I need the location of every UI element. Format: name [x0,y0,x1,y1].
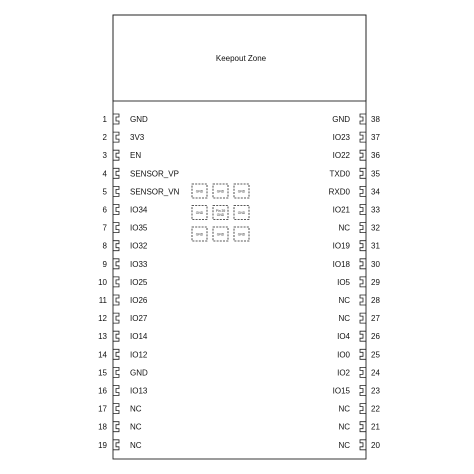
left-pin [103,114,148,124]
pin-pad-outline [113,223,119,233]
pin-pad-outline [113,422,119,432]
left-pin [98,404,142,414]
pin-number: 22 [371,404,380,414]
pin-number: 14 [98,350,107,360]
pin-pad-outline [360,313,366,323]
pin-label: NC [130,404,142,414]
pin-label: IO2 [337,368,350,378]
right-pin [338,295,380,305]
ground-pad [234,184,249,198]
right-pin [337,331,380,341]
pin-label: NC [338,314,350,324]
pin-label: IO18 [332,259,350,269]
pin-number: 35 [371,169,380,179]
ground-pad-label: GND [195,232,204,237]
ground-pad-label: GND [216,232,225,237]
pin-label: IO15 [332,386,350,396]
left-pin [98,277,148,287]
pin-label: NC [130,422,142,432]
pin-pad-outline [113,186,119,196]
module-outline [113,15,366,459]
pin-label: IO33 [130,259,148,269]
pin-pad-outline [360,349,366,359]
right-pin [333,386,381,396]
pin-number: 24 [371,368,380,378]
pin-label: 3V3 [130,133,145,143]
pin-pad-outline [113,349,119,359]
pin-label: IO34 [130,205,148,215]
pin-number: 32 [371,223,380,233]
left-pin [98,367,148,377]
pin-label: NC [130,440,142,450]
pin-pad-outline [360,114,366,124]
pin-pad-outline [360,422,366,432]
right-pin [337,367,380,377]
pin-pad-outline [113,404,119,414]
left-pin [103,150,142,160]
right-pin [338,404,380,414]
pin-pad-outline [360,223,366,233]
pin-pad-outline [113,259,119,269]
pin-label: NC [338,422,350,432]
pin-label: GND [130,115,148,124]
pin-pad-outline [113,205,119,215]
pin-pad-outline [113,386,119,396]
pin-label: IO26 [130,296,148,305]
pin-number: 20 [371,440,380,450]
pin-pad-outline [360,241,366,251]
center-ground-pads [192,184,249,241]
pin-number: 11 [98,296,107,305]
left-pin [99,295,148,305]
pin-label: NC [338,404,350,414]
pin-pad-outline [360,186,366,196]
right-pin [333,259,381,269]
pin-label: SENSOR_VN [130,187,180,197]
pin-pad-outline [360,331,366,341]
pin-number: 9 [102,259,107,269]
pin-number: 18 [98,422,107,432]
ground-pad [192,184,207,198]
pin-number: 34 [371,187,380,197]
ground-pad [234,206,249,220]
pin-number: 19 [98,440,107,450]
left-pin [98,331,148,341]
pin-number: 15 [98,368,107,378]
pin-label: NC [338,223,350,233]
right-pin [338,422,380,432]
pin-pad-outline [113,295,119,305]
pin-number: 23 [371,386,380,396]
left-pin [103,223,148,233]
right-pin [333,205,381,215]
pin-number: 36 [371,151,380,161]
pin-number: 33 [371,205,380,215]
pin-pad-outline [360,168,366,178]
pin-number: 25 [371,350,380,360]
left-pin [103,241,148,251]
pin-label: IO14 [130,332,148,342]
pin-label: IO22 [332,151,350,161]
pin-number: 5 [102,187,107,197]
ground-pad-label: GND [216,189,225,194]
pin-number: 7 [102,223,107,233]
right-pin [329,186,381,196]
pin-pad-outline [360,277,366,287]
pin-pad-outline [113,331,119,341]
ground-pad-label: GND [195,189,204,194]
right-pin [337,277,380,287]
ground-pad-label: GND [237,232,246,237]
pin-label: IO4 [337,332,350,342]
pin-pad-outline [360,440,366,450]
ground-pad-label: Pin 39 GND [215,209,226,217]
pin-label: GND [130,368,148,378]
pin-number: 12 [98,314,107,324]
left-pin-column [98,114,179,450]
pin-number: 16 [98,386,107,396]
left-pin [103,168,179,178]
pin-pad-outline [360,205,366,215]
pin-label: TXD0 [329,169,350,179]
pin-pad-outline [113,150,119,160]
pin-pad-outline [113,132,119,142]
left-pin [103,259,148,269]
right-pin [330,168,381,178]
left-pin [103,186,180,196]
keepout-zone-label: Keepout Zone [215,54,267,63]
right-pin [333,132,381,142]
pin-pad-outline [360,259,366,269]
pin-number: 27 [371,314,380,324]
pin-label: IO13 [130,386,148,396]
right-pin [338,223,380,233]
pin-pad-outline [360,386,366,396]
pin-number: 13 [98,332,107,342]
pin-label: IO12 [130,350,148,360]
right-pin [338,440,380,450]
ground-pad [213,206,228,220]
right-pin [333,241,381,251]
ground-pad [213,227,228,241]
ground-pad-label: GND [237,210,246,215]
pin-number: 17 [98,404,107,414]
left-pin [98,349,148,359]
pin-label: IO25 [130,277,148,287]
pin-number: 37 [371,133,380,143]
pin-number: 3 [102,151,107,161]
pin-pad-outline [113,440,119,450]
pin-label: NC [338,440,350,450]
pin-number: 2 [102,133,107,143]
pin-number: 1 [102,115,107,124]
pin-pad-outline [360,295,366,305]
right-pin-column [329,114,381,450]
pin-number: 4 [102,169,107,179]
pin-number: 28 [371,296,380,305]
pin-label: IO32 [130,241,148,251]
pin-number: 30 [371,259,380,269]
pin-label: IO21 [332,205,350,215]
right-pin [338,313,380,323]
left-pin [98,422,142,432]
pin-number: 10 [98,277,107,287]
left-pin [98,440,142,450]
pin-label: NC [338,296,350,305]
pin-pad-outline [360,404,366,414]
ground-pad [192,227,207,241]
pin-label: IO27 [130,314,148,324]
right-pin [332,114,380,124]
pin-pad-outline [360,150,366,160]
ground-pad [213,184,228,198]
pin-pad-outline [113,313,119,323]
pin-number: 29 [371,277,380,287]
pin-pad-outline [360,132,366,142]
ground-pad [234,227,249,241]
pin-pad-outline [113,168,119,178]
pin-label: IO5 [337,277,350,287]
left-pin [98,386,148,396]
pin-pad-outline [113,277,119,287]
pin-number: 8 [102,241,107,251]
pin-label: IO0 [337,350,350,360]
pin-pad-outline [113,241,119,251]
pin-number: 38 [371,115,380,124]
left-pin [103,205,148,215]
pin-pad-outline [113,114,119,124]
pin-number: 26 [371,332,380,342]
pin-label: GND [332,115,350,124]
left-pin [98,313,148,323]
ground-pad-label: GND [195,210,204,215]
pin-pad-outline [113,367,119,377]
pin-label: SENSOR_VP [130,169,179,179]
ground-pad-label: GND [237,189,246,194]
ground-pad [192,206,207,220]
pin-label: IO23 [332,133,350,143]
pin-pad-outline [360,367,366,377]
pin-label: IO19 [332,241,350,251]
left-pin [103,132,145,142]
right-pin [333,150,381,160]
pin-label: RXD0 [328,187,350,197]
pin-number: 31 [371,241,380,251]
pin-label: IO35 [130,223,148,233]
pin-number: 21 [371,422,380,432]
right-pin [337,349,380,359]
pin-label: EN [130,151,142,161]
pin-number: 6 [102,205,107,215]
